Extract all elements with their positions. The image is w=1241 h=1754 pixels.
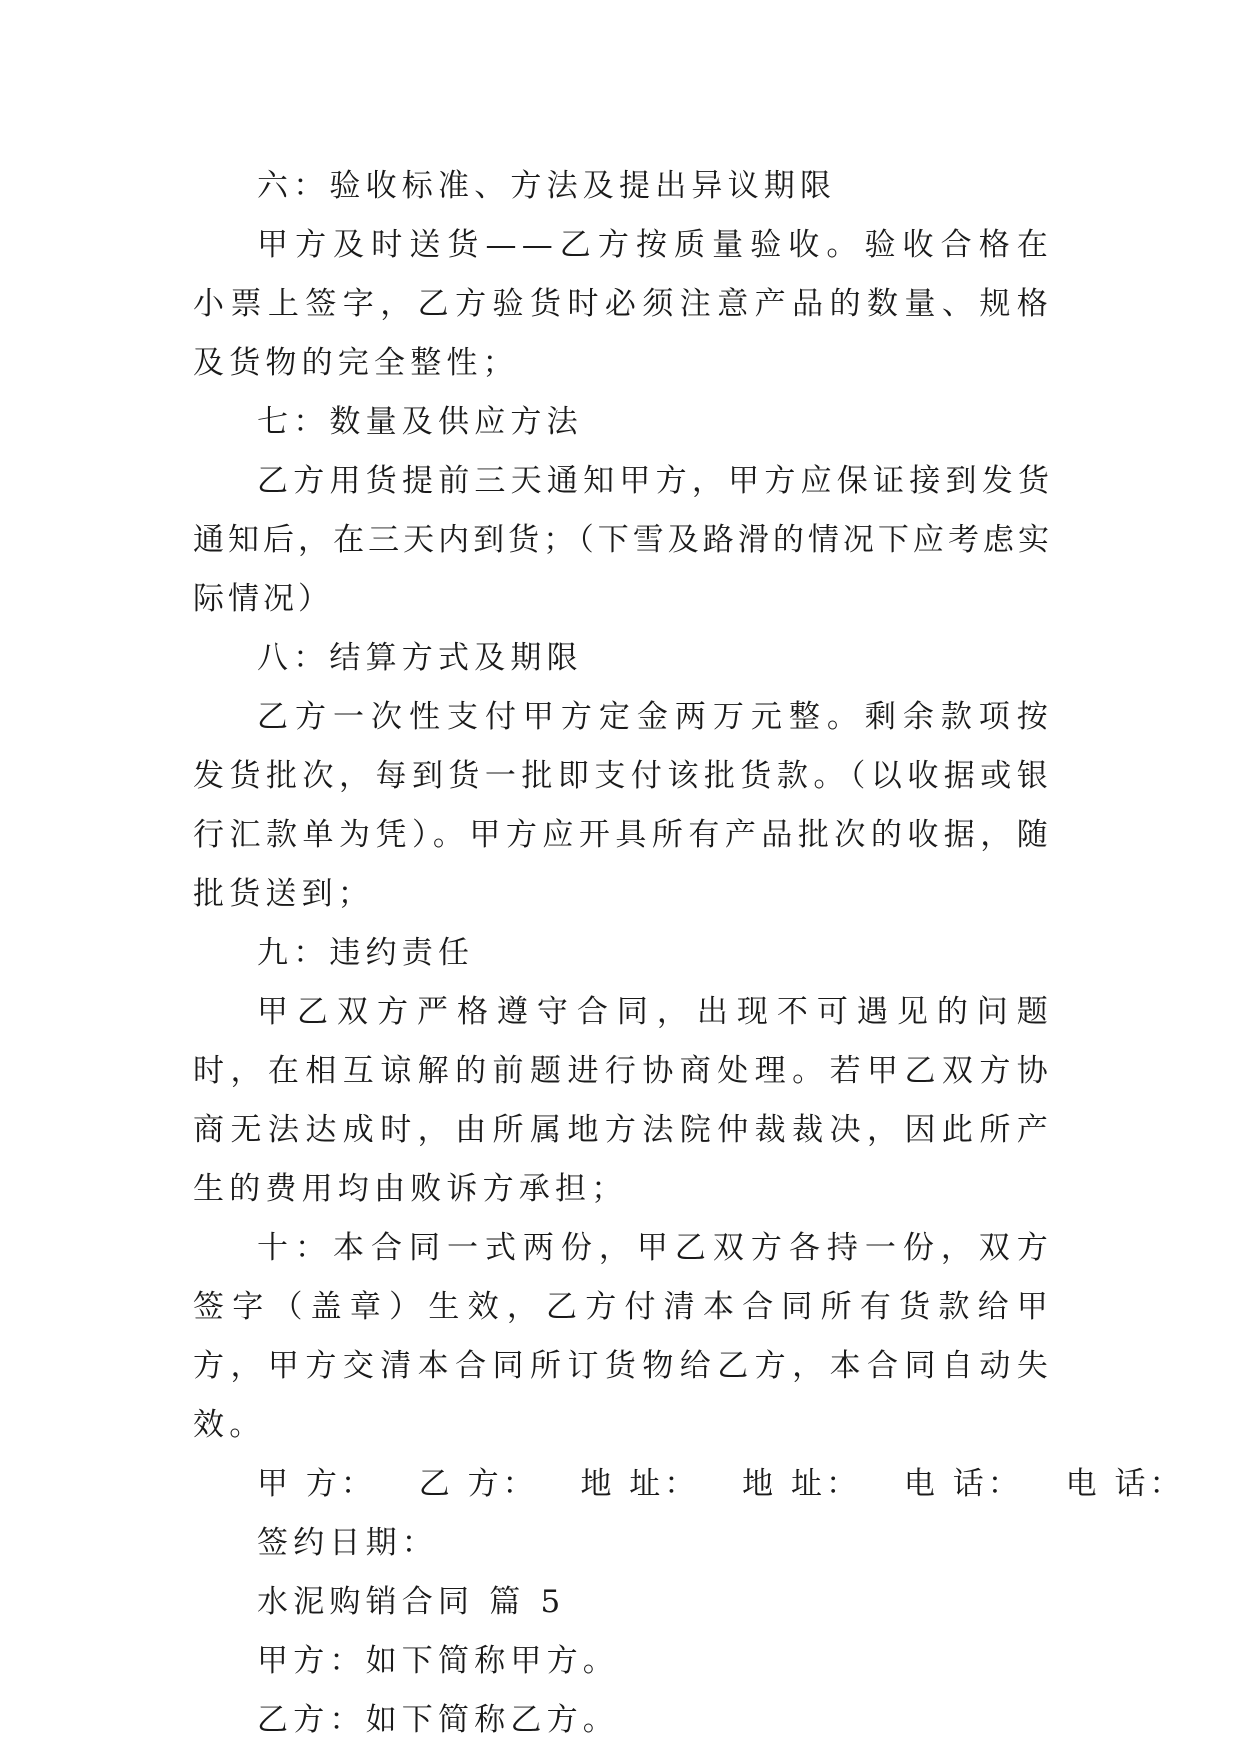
clause-8-text: 乙方一次性支付甲方定金两万元整。剩余款项按发货批次，每到货一批即支付该批货款。（以收据或银行汇款单为凭）。甲方应开具所有产品批次的收据，随批货送到； — [193, 699, 1053, 912]
party-a-field: 甲 方： — [257, 1466, 376, 1502]
clause-7-text: 乙方用货提前三天通知甲方，甲方应保证接到发货通知后，在三天内到货；（下雪及路滑的情况下应考虑实际情况） — [193, 463, 1053, 617]
clause-6-heading: 六：验收标准、方法及提出异议期限 — [257, 168, 837, 204]
party-b-definition: 乙方：如下简称乙方。 — [257, 1702, 619, 1738]
clause-9-text: 甲乙双方严格遵守合同，出现不可遇见的问题时，在相互谅解的前题进行协商处理。若甲乙双方协商无法达成时，由所属地方法院仲裁裁决，因此所产生的费用均由败诉方承担； — [193, 994, 1053, 1207]
party-fields-line — [193, 1455, 1185, 1514]
party-a-definition: 甲方：如下简称甲方。 — [257, 1643, 619, 1679]
address-a-field: 地 址： — [580, 1466, 700, 1502]
clause-6-text: 甲方及时送货——乙方按质量验收。验收合格在小票上签字，乙方验货时必须注意产品的数量、规格及货物的完全整性； — [193, 227, 1053, 381]
sign-date: 签约日期： — [257, 1525, 438, 1561]
phone-a-field: 电 话： — [903, 1466, 1023, 1502]
phone-b-field: 电 话： — [1065, 1466, 1185, 1502]
address-b-field: 地 址： — [742, 1466, 862, 1502]
clause-9-heading: 九：违约责任 — [257, 935, 475, 971]
clause-7-heading: 七：数量及供应方法 — [257, 404, 583, 440]
clause-10-text: 十：本合同一式两份，甲乙双方各持一份，双方签字（盖章）生效，乙方付清本合同所有货款给甲方，甲方交清本合同所订货物给乙方，本合同自动失效。 — [193, 1230, 1053, 1443]
clause-8-heading: 八：结算方式及期限 — [257, 640, 583, 676]
section-title: 水泥购销合同 篇 5 — [257, 1584, 566, 1620]
party-b-field: 乙 方： — [418, 1466, 538, 1502]
document-body — [193, 157, 1185, 1750]
